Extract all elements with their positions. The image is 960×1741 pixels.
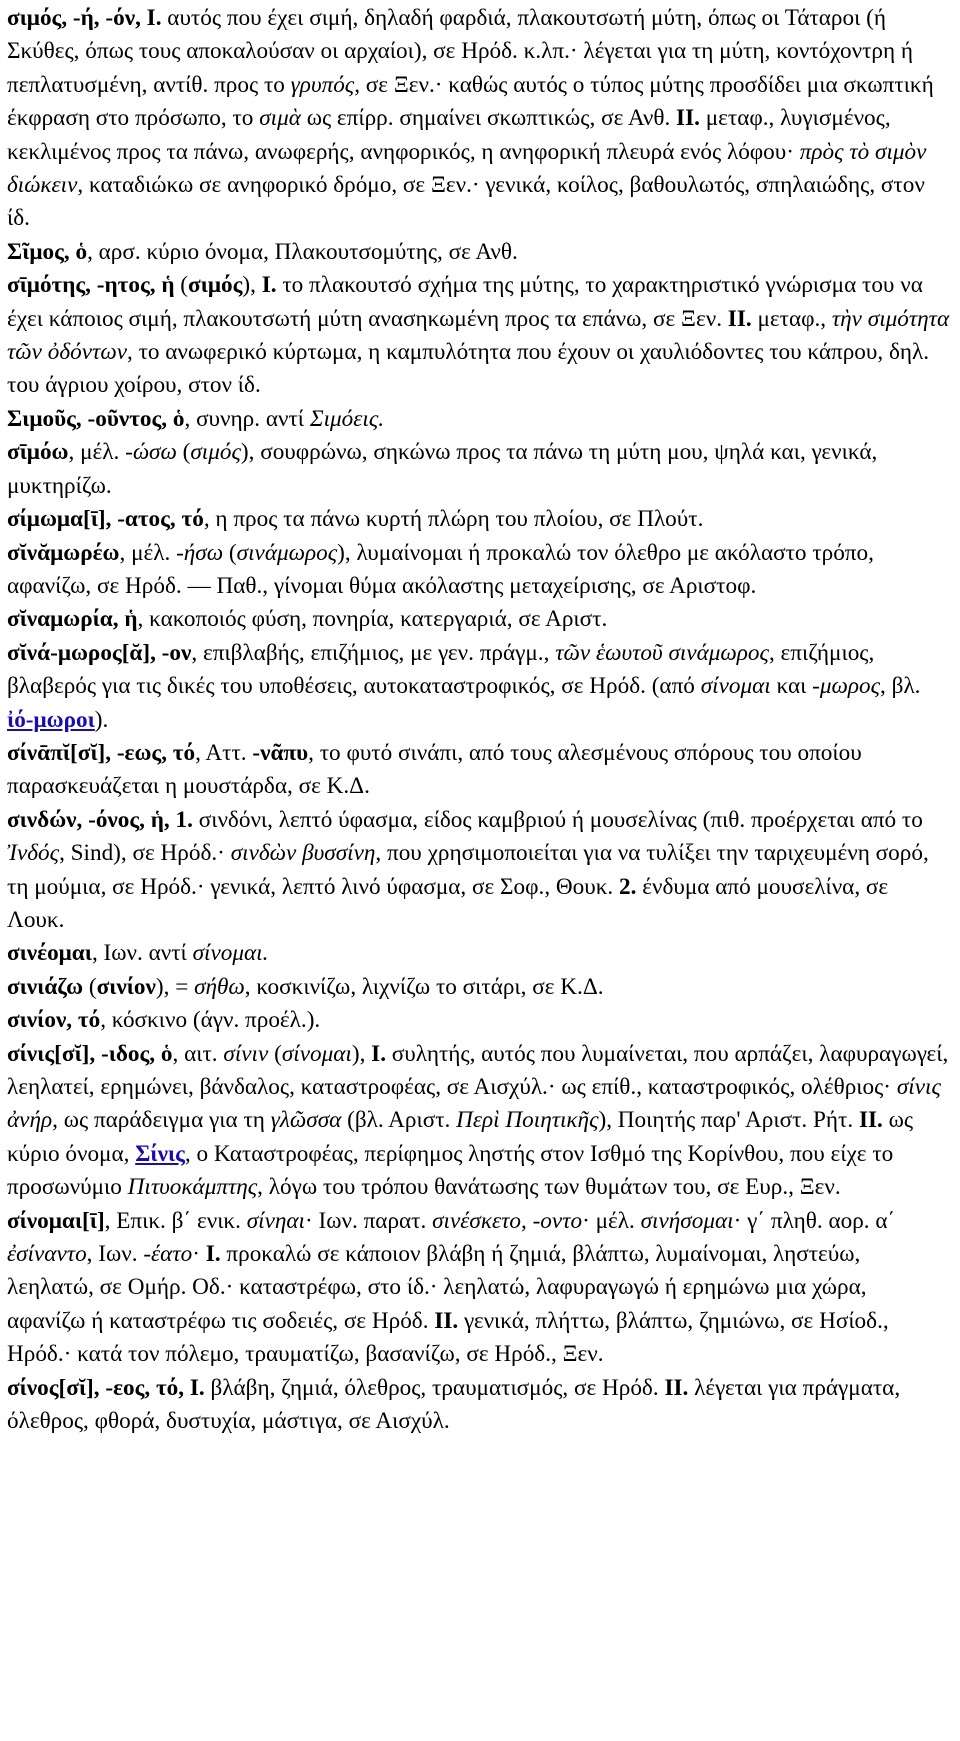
entry-italic-text: πρὸς τὸ σιμὸν διώκειν <box>7 138 927 199</box>
entry-text: , επιζήμιος, βλαβερός για τις δικές του υποθέσεις, αυτοκαταστροφικός, σε Ηρόδ. (από <box>7 639 875 700</box>
entry-text: · μέλ. <box>582 1207 641 1234</box>
entry-italic-text: Πιτυοκάμπτης <box>127 1174 258 1201</box>
entry-italic-text: γλῶσσα <box>270 1107 342 1134</box>
entry-headword: Σιμοῦς, -οῦντος, ὁ <box>7 405 185 432</box>
entry-text: , Αττ. <box>195 739 253 766</box>
entry-bold-text: I. <box>261 272 277 299</box>
entry-headword: σινδών, -όνος, ἡ, 1. <box>7 806 193 833</box>
entry-text: , αρσ. κύριο όνομα, Πλακουτσομύτης, σε Ανθ. <box>87 238 518 265</box>
entry-text: και <box>770 673 813 700</box>
entry-bold-text: II. <box>434 1307 459 1334</box>
entry-italic-text: -ώσω <box>125 439 177 466</box>
entry-text: · <box>192 1241 206 1268</box>
entry-text: ( <box>223 539 237 566</box>
entry-text: βλάβη, ζημιά, όλεθρος, τραυματισμός, σε Ηρόδ. <box>204 1374 665 1401</box>
entry-headword: σῐνά-μωρος[ᾰ], -ον <box>7 639 192 666</box>
entry-bold-text: I. <box>205 1241 221 1268</box>
entry-text: ). <box>94 706 109 733</box>
entry-headword: σινίον, τό <box>7 1007 101 1034</box>
entry-italic-text: Σιμόεις. <box>309 405 385 432</box>
entry-bold-text: I. <box>371 1040 386 1067</box>
entry-text: , ο Καταστροφέας, περίφημος ληστής στον Ισθμό της Κορίνθου, που είχε το προσωνύμιο <box>7 1140 894 1201</box>
entry-text: , το ανωφερικό κύρτωμα, η καμπυλότητα που έχουν οι χαυλιόδοντες του κάπρου, δηλ. του άγριου χοίρου, στον ίδ. <box>7 339 930 399</box>
entry-text: (βλ. Αριστ. <box>341 1107 457 1134</box>
entry-italic-text: γρυπός <box>290 71 355 98</box>
dictionary-entry <box>7 503 950 536</box>
entry-text: λέγεται για πράγματα, όλεθρος, φθορά, δυστυχία, μάστιγα, σε Αισχύλ. <box>7 1374 901 1435</box>
entry-text: , μέλ. <box>119 539 177 566</box>
entry-text: ), <box>242 272 262 299</box>
dictionary-entry <box>7 637 950 737</box>
entry-text: , κοσκινίζω, λιχνίζω το σιτάρι, σε Κ.Δ. <box>244 973 604 1000</box>
dictionary-entry <box>7 1004 950 1037</box>
entry-text: , Επικ. β΄ ενικ. <box>104 1207 247 1234</box>
entry-text: ( <box>268 1040 282 1067</box>
dictionary-entry <box>7 269 950 403</box>
entry-headword: σινιάζω <box>7 973 84 1000</box>
entry-italic-text: -μωρος <box>812 673 881 700</box>
entry-italic-text: σίνομαι. <box>192 940 269 967</box>
entry-headword: σῐνᾰμωρέω <box>7 539 120 566</box>
entry-text: ( <box>176 439 191 466</box>
entry-text: συλητής, αυτός που λυμαίνεται, που αρπάζει, λαφυραγωγεί, λεηλατεί, ερημώνει, βάνδαλος, καταστροφέας, σε Αισχύλ.· ως επίθ., καταστροφικός, ολέθριος· <box>7 1040 949 1100</box>
dictionary-entry <box>7 804 950 938</box>
entry-italic-text: Ἰνδός <box>7 840 60 867</box>
entry-text: , ως παράδειγμα για τη <box>52 1107 271 1134</box>
entry-italic-text: τῶν ἑωυτοῦ σινάμωρος <box>555 639 769 666</box>
entry-text: , σε Ξεν.· καθώς αυτός ο τύπος μύτης προσδίδει μια σκωπτική έκφραση στο πρόσωπο, το <box>7 71 934 132</box>
entry-text: · γ΄ πληθ. αορ. α΄ <box>733 1207 896 1234</box>
dictionary-entry <box>7 971 950 1004</box>
entry-italic-text: σίνομαι <box>281 1040 352 1067</box>
entry-italic-text: σινήσομαι <box>640 1207 734 1234</box>
entry-text: ένδυμα από μουσελίνα, σε Λουκ. <box>7 873 889 933</box>
entry-italic-text: σινάμωρος <box>236 539 338 566</box>
entry-text: , λόγω του τρόπου θανάτωσης των θυμάτων του, σε Ευρ., Ξεν. <box>257 1174 841 1201</box>
entry-text: προκαλώ σε κάποιον βλάβη ή ζημιά, βλάπτω, λυμαίνομαι, ληστεύω, λεηλατώ, σε Ομήρ. Οδ.· καταστρέφω, στο ίδ.· λεηλατώ, λαφυραγωγώ ή ερημώνω μια χώρα, αφανίζω ή καταστρέφω τις σοδειές, σε Ηρόδ. <box>7 1241 867 1334</box>
entry-italic-text: σιμὰ <box>259 105 301 132</box>
entry-bold-text: σιμός <box>188 272 243 299</box>
entry-headword: σίνις[σῐ], -ιδος, ὁ <box>7 1040 173 1067</box>
entry-headword: σίνᾱπῐ[σῐ], -εως, τό <box>7 739 196 766</box>
entry-text: , Sind), σε Ηρόδ.· <box>59 840 231 867</box>
entry-text: , μέλ. <box>68 439 126 466</box>
entry-text: , συνηρ. αντί <box>184 405 310 432</box>
entry-italic-text: σίνομαι <box>700 673 771 700</box>
entry-headword: σίνομαι[ῑ] <box>7 1207 105 1234</box>
entry-headword: σῑμόω <box>7 439 69 466</box>
dictionary-entry <box>7 1372 950 1439</box>
entry-text: ), = <box>155 973 195 1000</box>
entry-text: γενικά, πλήττω, βλάπτω, ζημιώνω, σε Ησίοδ., Ηρόδ.· κατά τον πόλεμο, τραυματίζω, βασανίζω, σε Ηρόδ., Ξεν. <box>7 1307 889 1368</box>
entry-italic-text: σίνις ἀνήρ <box>7 1074 941 1134</box>
entry-bold-text: 2. <box>619 873 637 900</box>
entry-headword: σιμός, -ή, -όν, I. <box>7 5 162 31</box>
entry-bold-text: II. <box>676 105 700 132</box>
entry-headword: σῐναμωρία, ἡ <box>7 606 138 633</box>
entry-text: · Ιων. παρατ. <box>305 1207 433 1234</box>
entry-italic-text: σινδὼν βυσσίνη <box>230 840 376 867</box>
entry-text: σινδόνι, λεπτό ύφασμα, είδος καμβριού ή μουσελίνας (πιθ. προέρχεται από το <box>192 806 923 833</box>
entry-text: , αιτ. <box>172 1040 224 1067</box>
entry-italic-text: Περὶ Ποιητικῆς <box>456 1107 599 1134</box>
entry-italic-text: σιμός <box>190 439 241 466</box>
dictionary-entry <box>7 403 950 436</box>
entry-bold-text: II. <box>858 1107 883 1134</box>
entry-headword: σῑμότης, -ητος, ἡ <box>7 272 175 299</box>
entry-headword: σινέομαι <box>7 940 92 967</box>
entry-italic-text: σίνιν <box>223 1040 269 1067</box>
dictionary-entry <box>7 537 950 604</box>
entry-bold-text: II. <box>727 305 752 332</box>
dictionary-entry <box>7 937 950 970</box>
entry-headword: Σῖμος, ὁ <box>7 238 88 265</box>
entry-text: ( <box>83 973 97 1000</box>
entry-headword: σίνος[σῐ], -εος, τό, I. <box>7 1374 205 1401</box>
entry-italic-text: σίνηαι <box>246 1207 306 1234</box>
entry-text: αυτός που έχει σιμή, δηλαδή φαρδιά, πλακουτσωτή μύτη, όπως οι Τάταροι (ή Σκύθες, όπως τους αποκαλούσαν οι αρχαίοι), σε Ηρόδ. κ.λπ.· λέγεται για τη μύτη, κοντόχοντρη ή πεπλατυσμένη, αντίθ. προς το <box>7 5 914 98</box>
entry-bold-text: σινίον <box>96 973 156 1000</box>
entry-text: , το φυτό σινάπι, από τους αλεσμένους σπόρους του οποίου παρασκευάζεται η μουστάρδα, σε Κ.Δ. <box>7 739 862 800</box>
dictionary-entry <box>7 1038 950 1205</box>
entry-text: μεταφ., λυγισμένος, κεκλιμένος προς τα πάνω, ανωφερής, ανηφορικός, η ανηφορική πλευρά ενός λόφου· <box>7 105 891 165</box>
cross-reference-link[interactable]: Σίνις <box>135 1140 185 1167</box>
entry-text: το πλακουτσό σχήμα της μύτης, το χαρακτηριστικό γνώρισμα του να έχει κάποιος σιμή, πλακουτσωτή μύτη ανασηκωμένη προς τα επάνω, σε Ξεν. <box>7 272 923 332</box>
entry-text: , βλ. <box>880 673 921 700</box>
entry-italic-text: σινέσκετο, -οντο <box>432 1207 583 1234</box>
entry-italic-text: τὴν σιμότητα τῶν ὀδόντων <box>7 305 950 366</box>
entry-text: , καταδιώκω σε ανηφορικό δρόμο, σε Ξεν.· γενικά, κοίλος, βαθουλωτός, σπηλαιώδης, στον ίδ. <box>7 172 925 232</box>
entry-text: ), λυμαίνομαι ή προκαλώ τον όλεθρο με ακόλαστο τρόπο, αφανίζω, σε Ηρόδ. — Παθ., γίνομαι θύμα ακόλαστης μεταχείρισης, σε Αριστοφ. <box>7 539 874 599</box>
entry-text: ), Ποιητής παρ' Αριστ. Ρήτ. <box>598 1107 859 1134</box>
dictionary-entry <box>7 737 950 804</box>
entry-bold-text: II. <box>664 1374 689 1401</box>
entry-text: ), σουφρώνω, σηκώνω προς τα πάνω τη μύτη μου, ψηλά και, γενικά, μυκτηρίζω. <box>7 439 878 499</box>
entry-text: , Ιων. <box>86 1241 144 1268</box>
entry-italic-text: ἐσίναντο <box>7 1241 87 1268</box>
dictionary-entry <box>7 436 950 503</box>
entry-italic-text: -ήσω <box>176 539 224 566</box>
cross-reference-link[interactable]: ἰό-μωροι <box>7 706 95 733</box>
entry-headword: σίμωμα[ῑ], -ατος, τό <box>7 506 204 533</box>
entry-italic-text: σήθω <box>194 973 245 1000</box>
dictionary-entry <box>7 603 950 636</box>
entry-text: ), <box>351 1040 372 1067</box>
entry-text: ως κύριο όνομα, <box>7 1107 914 1167</box>
entry-text: ως επίρρ. σημαίνει σκωπτικώς, σε Ανθ. <box>300 105 677 132</box>
entry-text: , επιβλαβής, επιζήμιος, με γεν. πράγμ., <box>191 639 556 666</box>
entry-italic-text: -έατο <box>143 1241 193 1268</box>
entry-text: , η προς τα πάνω κυρτή πλώρη του πλοίου, σε Πλούτ. <box>203 506 704 533</box>
entry-text: , κακοποιός φύση, πονηρία, κατεργαριά, σε Αριστ. <box>137 606 608 633</box>
entry-text: , Ιων. αντί <box>91 940 193 967</box>
dictionary-entry <box>7 236 950 269</box>
entry-text: μεταφ., <box>751 305 832 332</box>
entry-text: ( <box>174 272 189 299</box>
dictionary-entry <box>7 2 950 236</box>
entry-text: , που χρησιμοποιείται για να τυλίξει την ταριχευμένη σορό, τη μούμια, σε Ηρόδ.· γενικά, λεπτό λινό ύφασμα, σε Σοφ., Θουκ. <box>7 840 929 900</box>
dictionary-entry <box>7 1205 950 1372</box>
entry-bold-text: -νᾶπυ <box>252 739 309 766</box>
entry-text: , κόσκινο (άγν. προέλ.). <box>100 1007 321 1034</box>
